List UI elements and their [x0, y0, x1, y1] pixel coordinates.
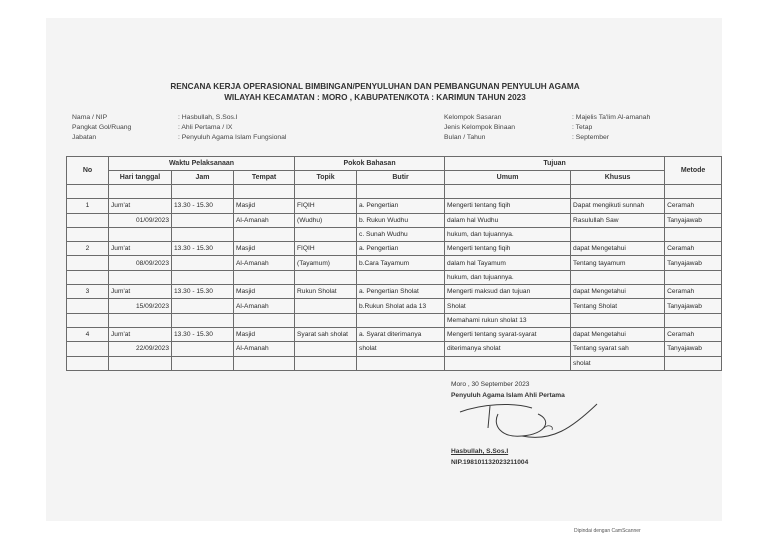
header-butir: Butir — [357, 171, 445, 185]
cell-jam — [172, 299, 234, 313]
cell-hari: Jum'at — [109, 199, 172, 213]
cell-no — [67, 227, 109, 241]
cell-khusus — [571, 270, 665, 284]
cell-butir: b.Cara Tayamum — [357, 256, 445, 270]
cell-metode: Tanyajawab — [665, 342, 722, 356]
info-value: : Hasbullah, S.Sos.I — [178, 114, 238, 121]
info-row-pangkat — [72, 123, 286, 133]
cell-tempat — [234, 185, 295, 199]
cell-topik — [295, 313, 357, 327]
cell-butir: a. Syarat diterimanya — [357, 327, 445, 341]
cell-khusus: Tentang tayamum — [571, 256, 665, 270]
table-header-row — [67, 157, 722, 171]
cell-butir: a. Pengertian — [357, 199, 445, 213]
cell-butir — [357, 270, 445, 284]
cell-no — [67, 342, 109, 356]
document-subtitle: WILAYAH KECAMATAN : MORO , KABUPATEN/KOTA : KARIMUN TAHUN 2023 — [224, 93, 526, 102]
cell-hari: 01/09/2023 — [109, 213, 172, 227]
table-row — [67, 327, 722, 341]
table-row — [67, 242, 722, 256]
header-metode: Metode — [665, 157, 722, 185]
header-umum: Umum — [445, 171, 571, 185]
cell-jam — [172, 185, 234, 199]
info-label: Jenis Kelompok Binaan — [444, 124, 516, 131]
cell-umum: hukum, dan tujuannya. — [445, 227, 571, 241]
header-topik: Topik — [295, 171, 357, 185]
cell-jam — [172, 342, 234, 356]
cell-umum: Mengerti tentang syarat-syarat — [445, 327, 571, 341]
cell-butir: sholat — [357, 342, 445, 356]
cell-umum: dalam hal Wudhu — [445, 213, 571, 227]
cell-jam — [172, 213, 234, 227]
table-row — [67, 285, 722, 299]
cell-metode — [665, 227, 722, 241]
table-subheader-row — [67, 171, 722, 185]
cell-no: 4 — [67, 327, 109, 341]
cell-umum — [445, 185, 571, 199]
cell-no — [67, 270, 109, 284]
cell-metode: Tanyajawab — [665, 299, 722, 313]
cell-no: 3 — [67, 285, 109, 299]
cell-jam: 13.30 - 15.30 — [172, 285, 234, 299]
info-value: : September — [572, 134, 610, 141]
cell-hari: Jum'at — [109, 242, 172, 256]
header-tujuan: Tujuan — [445, 157, 665, 171]
info-row-bulan — [444, 133, 650, 143]
cell-hari: 08/09/2023 — [109, 256, 172, 270]
info-right — [444, 113, 650, 143]
cell-khusus: Tentang Sholat — [571, 299, 665, 313]
info-row-nama — [72, 113, 286, 123]
cell-tempat: Al-Amanah — [234, 299, 295, 313]
cell-umum: Mengerti tentang fiqih — [445, 199, 571, 213]
table-row — [67, 342, 722, 356]
cell-jam: 13.30 - 15.30 — [172, 327, 234, 341]
info-label: Bulan / Tahun — [444, 134, 486, 141]
cell-metode: Ceramah — [665, 285, 722, 299]
header-khusus: Khusus — [571, 171, 665, 185]
cell-topik: FIQIH — [295, 199, 357, 213]
cell-topik: (Wudhu) — [295, 213, 357, 227]
cell-topik: (Tayamum) — [295, 256, 357, 270]
info-value: : Majelis Ta'lim Al-amanah — [572, 114, 651, 121]
cell-jam: 13.30 - 15.30 — [172, 242, 234, 256]
cell-hari — [109, 270, 172, 284]
cell-no: 2 — [67, 242, 109, 256]
cell-butir: b. Rukun Wudhu — [357, 213, 445, 227]
cell-tempat: Masjid — [234, 285, 295, 299]
cell-tempat: Al-Amanah — [234, 256, 295, 270]
cell-metode: Ceramah — [665, 327, 722, 341]
cell-khusus: dapat Mengetahui — [571, 327, 665, 341]
cell-topik — [295, 270, 357, 284]
info-label: Jabatan — [72, 134, 97, 141]
cell-khusus: dapat Mengetahui — [571, 242, 665, 256]
cell-jam: 13.30 - 15.30 — [172, 199, 234, 213]
cell-jam — [172, 256, 234, 270]
cell-umum: dalam hal Tayamum — [445, 256, 571, 270]
cell-tempat — [234, 227, 295, 241]
table-row — [67, 213, 722, 227]
cell-topik: Syarat sah sholat — [295, 327, 357, 341]
table-row — [67, 256, 722, 270]
cell-jam — [172, 227, 234, 241]
cell-tempat: Masjid — [234, 327, 295, 341]
cell-no — [67, 185, 109, 199]
cell-tempat — [234, 356, 295, 370]
cell-topik — [295, 299, 357, 313]
cell-metode — [665, 356, 722, 370]
info-value: : Tetap — [572, 124, 593, 131]
cell-hari — [109, 185, 172, 199]
table-row — [67, 185, 722, 199]
table-body — [67, 185, 722, 371]
sign-nip: NIP.198101132023211004 — [451, 459, 529, 466]
table-row — [67, 227, 722, 241]
cell-hari — [109, 227, 172, 241]
cell-khusus: sholat — [571, 356, 665, 370]
table-row — [67, 356, 722, 370]
cell-butir — [357, 313, 445, 327]
header-tempat: Tempat — [234, 171, 295, 185]
cell-jam — [172, 313, 234, 327]
table-row — [67, 199, 722, 213]
info-value: : Penyuluh Agama Islam Fungsional — [178, 134, 287, 141]
cell-topik: Rukun Sholat — [295, 285, 357, 299]
cell-hari: 22/09/2023 — [109, 342, 172, 356]
cell-butir: b.Rukun Sholat ada 13 — [357, 299, 445, 313]
cell-no — [67, 356, 109, 370]
info-label: Pangkat Gol/Ruang — [72, 124, 132, 131]
cell-butir: c. Sunah Wudhu — [357, 227, 445, 241]
cell-umum — [445, 356, 571, 370]
cell-metode: Ceramah — [665, 242, 722, 256]
cell-butir: a. Pengertian Sholat — [357, 285, 445, 299]
cell-khusus — [571, 227, 665, 241]
table-row — [67, 299, 722, 313]
cell-topik: FIQIH — [295, 242, 357, 256]
cell-metode — [665, 270, 722, 284]
cell-metode: Ceramah — [665, 199, 722, 213]
cell-topik — [295, 342, 357, 356]
cell-umum: hukum, dan tujuannya. — [445, 270, 571, 284]
cell-no — [67, 299, 109, 313]
sign-name: Hasbullah, S.Sos.I — [451, 448, 509, 455]
info-left — [72, 113, 286, 143]
cell-no: 1 — [67, 199, 109, 213]
cell-tempat: Al-Amanah — [234, 213, 295, 227]
cell-khusus: Tentang syarat sah — [571, 342, 665, 356]
cell-no — [67, 313, 109, 327]
cell-khusus: Dapat mengikuti sunnah — [571, 199, 665, 213]
cell-tempat — [234, 270, 295, 284]
header-no: No — [67, 157, 109, 185]
cell-butir: a. Pengertian — [357, 242, 445, 256]
header-waktu: Waktu Pelaksanaan — [109, 157, 295, 171]
cell-tempat: Masjid — [234, 242, 295, 256]
info-row-jenis — [444, 123, 650, 133]
cell-hari — [109, 313, 172, 327]
handwritten-signature — [452, 398, 602, 448]
cell-umum: Mengerti maksud dan tujuan — [445, 285, 571, 299]
info-row-jabatan — [72, 133, 286, 143]
cell-hari — [109, 356, 172, 370]
cell-umum: Sholat — [445, 299, 571, 313]
cell-butir — [357, 185, 445, 199]
cell-topik — [295, 356, 357, 370]
cell-umum: diterimanya sholat — [445, 342, 571, 356]
cell-hari: 15/09/2023 — [109, 299, 172, 313]
cell-butir — [357, 356, 445, 370]
cell-tempat: Al-Amanah — [234, 342, 295, 356]
info-row-kelompok — [444, 113, 650, 123]
cell-jam — [172, 356, 234, 370]
header-jam: Jam — [172, 171, 234, 185]
cell-no — [67, 256, 109, 270]
cell-tempat — [234, 313, 295, 327]
cell-metode: Tanyajawab — [665, 213, 722, 227]
cell-metode: Tanyajawab — [665, 256, 722, 270]
cell-topik — [295, 227, 357, 241]
cell-khusus: dapat Mengetahui — [571, 285, 665, 299]
cell-topik — [295, 185, 357, 199]
sign-place-date: Moro , 30 September 2023 — [451, 381, 530, 388]
cell-hari: Jum'at — [109, 285, 172, 299]
cell-metode — [665, 185, 722, 199]
table-row — [67, 313, 722, 327]
cell-umum: Mengerti tentang fiqih — [445, 242, 571, 256]
cell-no — [67, 213, 109, 227]
cell-tempat: Masjid — [234, 199, 295, 213]
info-label: Nama / NIP — [72, 114, 108, 121]
document-title: RENCANA KERJA OPERASIONAL BIMBINGAN/PENYULUHAN DAN PEMBANGUNAN PENYULUH AGAMA — [170, 82, 580, 91]
info-label: Kelompok Sasaran — [444, 114, 502, 121]
table-row — [67, 270, 722, 284]
header-pokok: Pokok Bahasan — [295, 157, 445, 171]
cell-khusus: Rasulullah Saw — [571, 213, 665, 227]
header-hari: Hari tanggal — [109, 171, 172, 185]
cell-jam — [172, 270, 234, 284]
cell-hari: Jum'at — [109, 327, 172, 341]
info-value: : Ahli Pertama / IX — [178, 124, 233, 131]
cell-umum: Memahami rukun sholat 13 — [445, 313, 571, 327]
cell-khusus — [571, 185, 665, 199]
plan-table — [66, 156, 722, 371]
scanner-watermark: Dipindai dengan CamScanner — [574, 528, 641, 534]
cell-metode — [665, 313, 722, 327]
cell-khusus — [571, 313, 665, 327]
sign-position: Penyuluh Agama Islam Ahli Pertama — [451, 392, 565, 399]
